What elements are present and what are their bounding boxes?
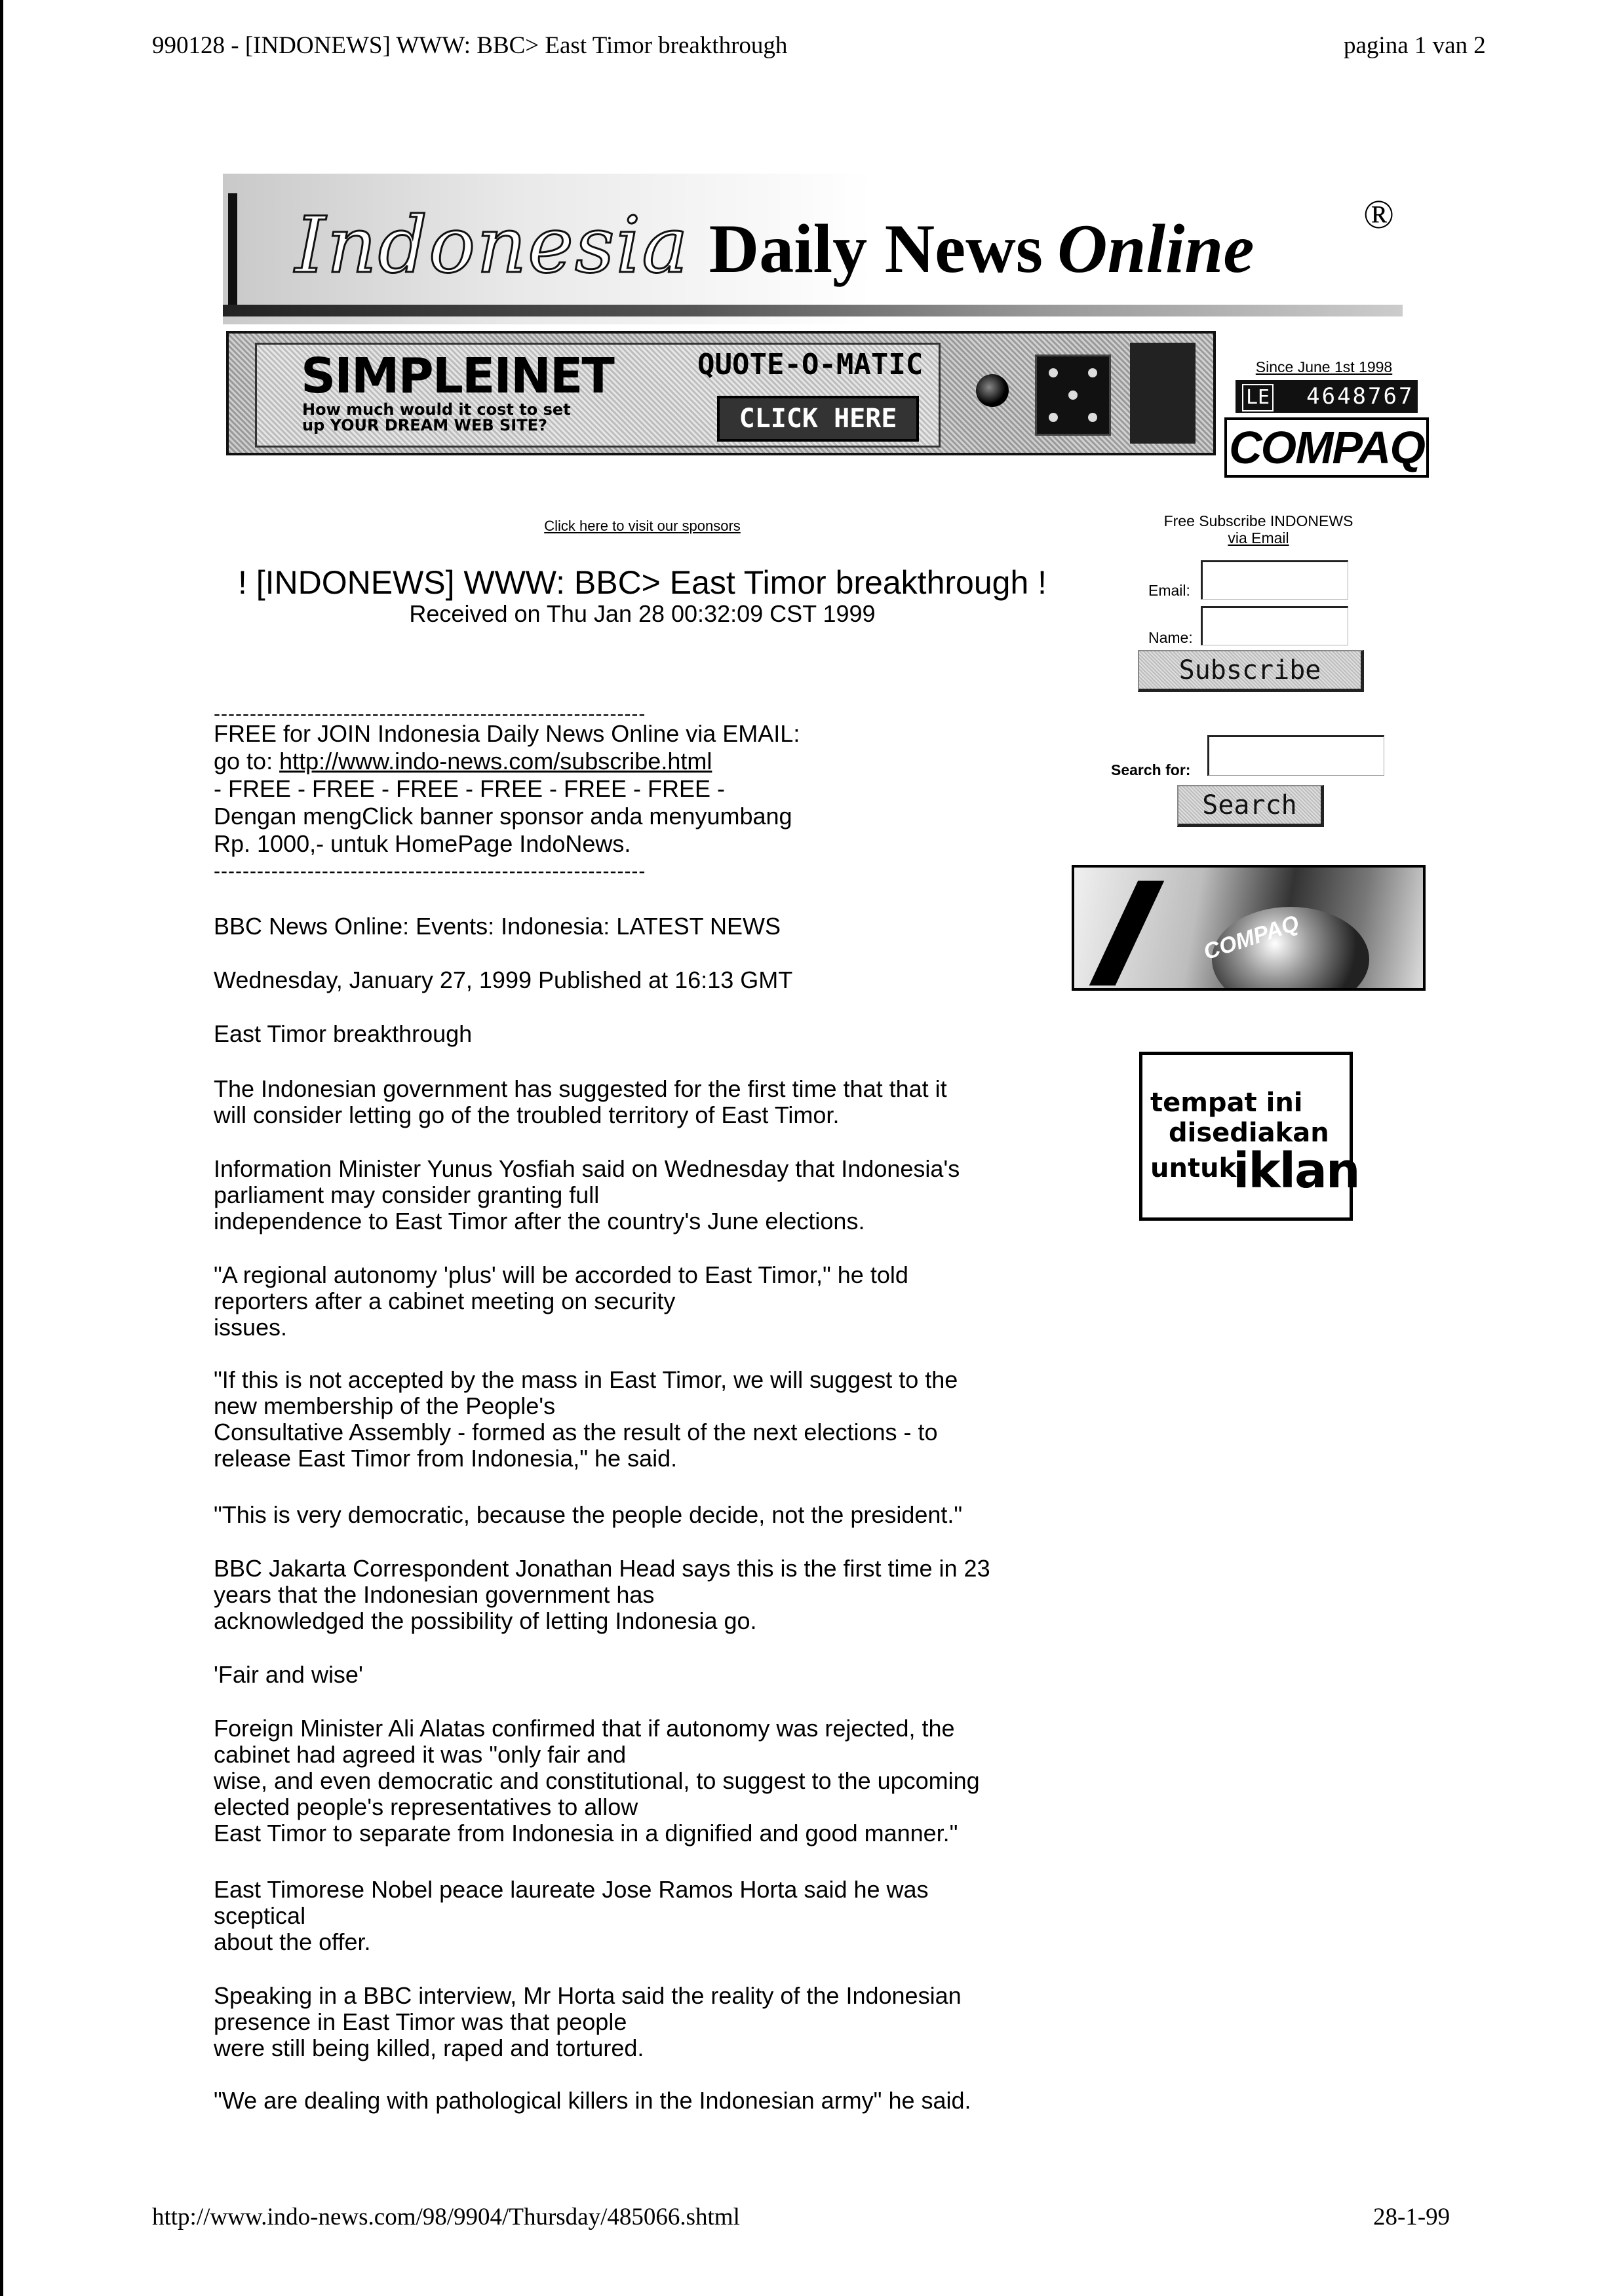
paragraph-line: "We are dealing with pathological killers in the Indonesian army" he said. (214, 2087, 971, 2114)
article-paragraph (214, 1983, 1079, 2061)
paragraph-line: wise, and even democratic and constitutional, to suggest to the upcoming (214, 1767, 980, 1794)
masthead[interactable] (223, 174, 1403, 331)
banner-dice-icon (1035, 354, 1111, 436)
iklan-line1: tempat ini (1150, 1088, 1303, 1118)
article-dateline: Wednesday, January 27, 1999 Published at 16:13 GMT (214, 966, 793, 993)
logo-online: Online (1057, 210, 1255, 287)
email-label: Email: (1148, 582, 1190, 599)
logo-daily-news: Daily News (709, 210, 1043, 287)
banner-knob-icon (976, 374, 1009, 407)
paragraph-line: East Timor to separate from Indonesia in a dignified and good manner." (214, 1820, 958, 1846)
promo-free: - FREE - FREE - FREE - FREE - FREE - FREE - (214, 775, 726, 802)
subscribe-button[interactable]: Subscribe (1138, 650, 1364, 692)
article-paragraph (214, 2088, 1079, 2114)
promo-line4: Dengan mengClick banner sponsor anda menyumbang (214, 803, 792, 830)
masthead-underline (223, 305, 1403, 316)
paragraph-line: Consultative Assembly - formed as the result of the next elections - to (214, 1419, 938, 1445)
search-input[interactable] (1207, 735, 1384, 776)
paragraph-line: East Timorese Nobel peace laureate Jose Ramos Horta said he was (214, 1876, 929, 1903)
promo-goto (214, 748, 1079, 775)
masthead-rule (228, 193, 237, 305)
article-subhead: 'Fair and wise' (214, 1661, 363, 1688)
iklan-line3: untuk (1150, 1153, 1237, 1183)
name-input[interactable] (1201, 606, 1348, 645)
paragraph-line: were still being killed, raped and tortured. (214, 2035, 644, 2061)
paragraph-line: "A regional autonomy 'plus' will be accorded to East Timor," he told (214, 1261, 908, 1288)
iklan-line2: disediakan (1169, 1118, 1329, 1148)
banner-tagline: How much would it cost to set up YOUR DREAM WEB SITE? (302, 400, 571, 434)
article-paragraph (214, 1262, 1079, 1341)
paragraph-line: new membership of the People's (214, 1392, 556, 1419)
subscribe-heading (1121, 512, 1396, 546)
paragraph-line: "This is very democratic, because the people decide, not the president." (214, 1501, 963, 1528)
promo-line1: FREE for JOIN Indonesia Daily News Online via EMAIL: (214, 720, 800, 747)
ad-slash-graphic (1089, 881, 1165, 985)
paragraph-line: cabinet had agreed it was "only fair and (214, 1741, 627, 1768)
article-paragraph (214, 1877, 1079, 1955)
subscribe-title: Free Subscribe INDONEWS (1163, 512, 1353, 529)
paragraph-line: BBC Jakarta Correspondent Jonathan Head says this is the first time in 23 (214, 1555, 990, 1582)
counter-value: 4648767 (1306, 383, 1414, 410)
banner-click-button[interactable]: CLICK HERE (717, 396, 919, 442)
sponsors-link[interactable]: Click here to visit our sponsors (544, 518, 741, 534)
article-paragraph (214, 1156, 1079, 1234)
article-paragraph (214, 1076, 1079, 1128)
banner-strip (1130, 343, 1196, 444)
paragraph-line: issues. (214, 1314, 288, 1341)
print-footer-date: 28-1-99 (1373, 2204, 1450, 2230)
print-header-page: pagina 1 van 2 (1344, 32, 1486, 59)
paragraph-line: presence in East Timor was that people (214, 2008, 627, 2035)
site-logo (295, 200, 1254, 290)
promo-goto-label: go to: (214, 748, 280, 775)
paragraph-line: release East Timor from Indonesia," he said. (214, 1445, 678, 1472)
page-title: ! [INDONEWS] WWW: BBC> East Timor breakthrough ! (237, 564, 1047, 601)
paragraph-line: The Indonesian government has suggested for the first time that that it (214, 1075, 947, 1102)
received-timestamp: Received on Thu Jan 28 00:32:09 CST 1999 (409, 600, 876, 627)
search-button[interactable]: Search (1177, 785, 1324, 827)
paragraph-line: Foreign Minister Ali Alatas confirmed that if autonomy was rejected, the (214, 1715, 955, 1742)
registered-mark: ® (1363, 193, 1395, 237)
compaq-logo-button[interactable]: COMPAQ (1224, 417, 1429, 478)
paragraph-line: independence to East Timor after the country's June elections. (214, 1208, 865, 1234)
search-label: Search for: (1111, 761, 1191, 778)
scan-edge (0, 0, 3, 2296)
divider-top: ------------------------------------------------------------ (214, 703, 646, 725)
article-source: BBC News Online: Events: Indonesia: LATEST NEWS (214, 913, 781, 940)
article-paragraph (214, 1367, 1079, 1472)
print-header-title: 990128 - [INDONEWS] WWW: BBC> East Timor breakthrough (152, 32, 788, 59)
paragraph-line: Information Minister Yunus Yosfiah said on Wednesday that Indonesia's (214, 1155, 960, 1182)
logo-indonesia: Indonesia (295, 200, 690, 290)
paragraph-line: Speaking in a BBC interview, Mr Horta said the reality of the Indonesian (214, 1982, 962, 2009)
paragraph-line: will consider letting go of the troubled territory of East Timor. (214, 1101, 840, 1128)
article-paragraph (214, 1556, 1079, 1634)
promo-line5: Rp. 1000,- untuk HomePage IndoNews. (214, 830, 631, 857)
iklan-line4: iklan (1233, 1143, 1359, 1199)
paragraph-line: parliament may consider granting full (214, 1181, 600, 1208)
visit-counter (1236, 380, 1418, 413)
subscribe-link[interactable]: http://www.indo-news.com/subscribe.html (279, 748, 712, 775)
subscribe-via: via Email (1228, 529, 1289, 546)
paragraph-line: acknowledged the possibility of letting Indonesia go. (214, 1607, 757, 1634)
name-label: Name: (1148, 629, 1193, 646)
email-input[interactable] (1201, 560, 1348, 600)
paragraph-line: reporters after a cabinet meeting on security (214, 1288, 676, 1314)
advertise-here-box[interactable] (1139, 1052, 1359, 1221)
paragraph-line: elected people's representatives to allow (214, 1793, 638, 1820)
article-headline: East Timor breakthrough (214, 1020, 473, 1047)
print-footer-url: http://www.indo-news.com/98/9904/Thursday/485066.shtml (152, 2204, 740, 2230)
ad-compaq-text: COMPAQ (1200, 910, 1302, 965)
paragraph-line: years that the Indonesian government has (214, 1581, 655, 1608)
counter-caption: Since June 1st 1998 (1255, 358, 1393, 375)
article-paragraph (214, 1502, 1079, 1528)
banner-product: QUOTE-O-MATIC (697, 348, 924, 381)
divider-bottom: ------------------------------------------------------------ (214, 860, 646, 882)
banner-brand: SIMPLEINET (301, 348, 613, 404)
article-paragraph (214, 1715, 1079, 1846)
paragraph-line: about the offer. (214, 1928, 371, 1955)
sponsor-banner[interactable] (226, 331, 1216, 455)
counter-badge: LE (1242, 384, 1274, 411)
paragraph-line: "If this is not accepted by the mass in East Timor, we will suggest to the (214, 1366, 958, 1393)
compaq-ad-banner[interactable] (1072, 865, 1426, 991)
paragraph-line: sceptical (214, 1902, 306, 1929)
